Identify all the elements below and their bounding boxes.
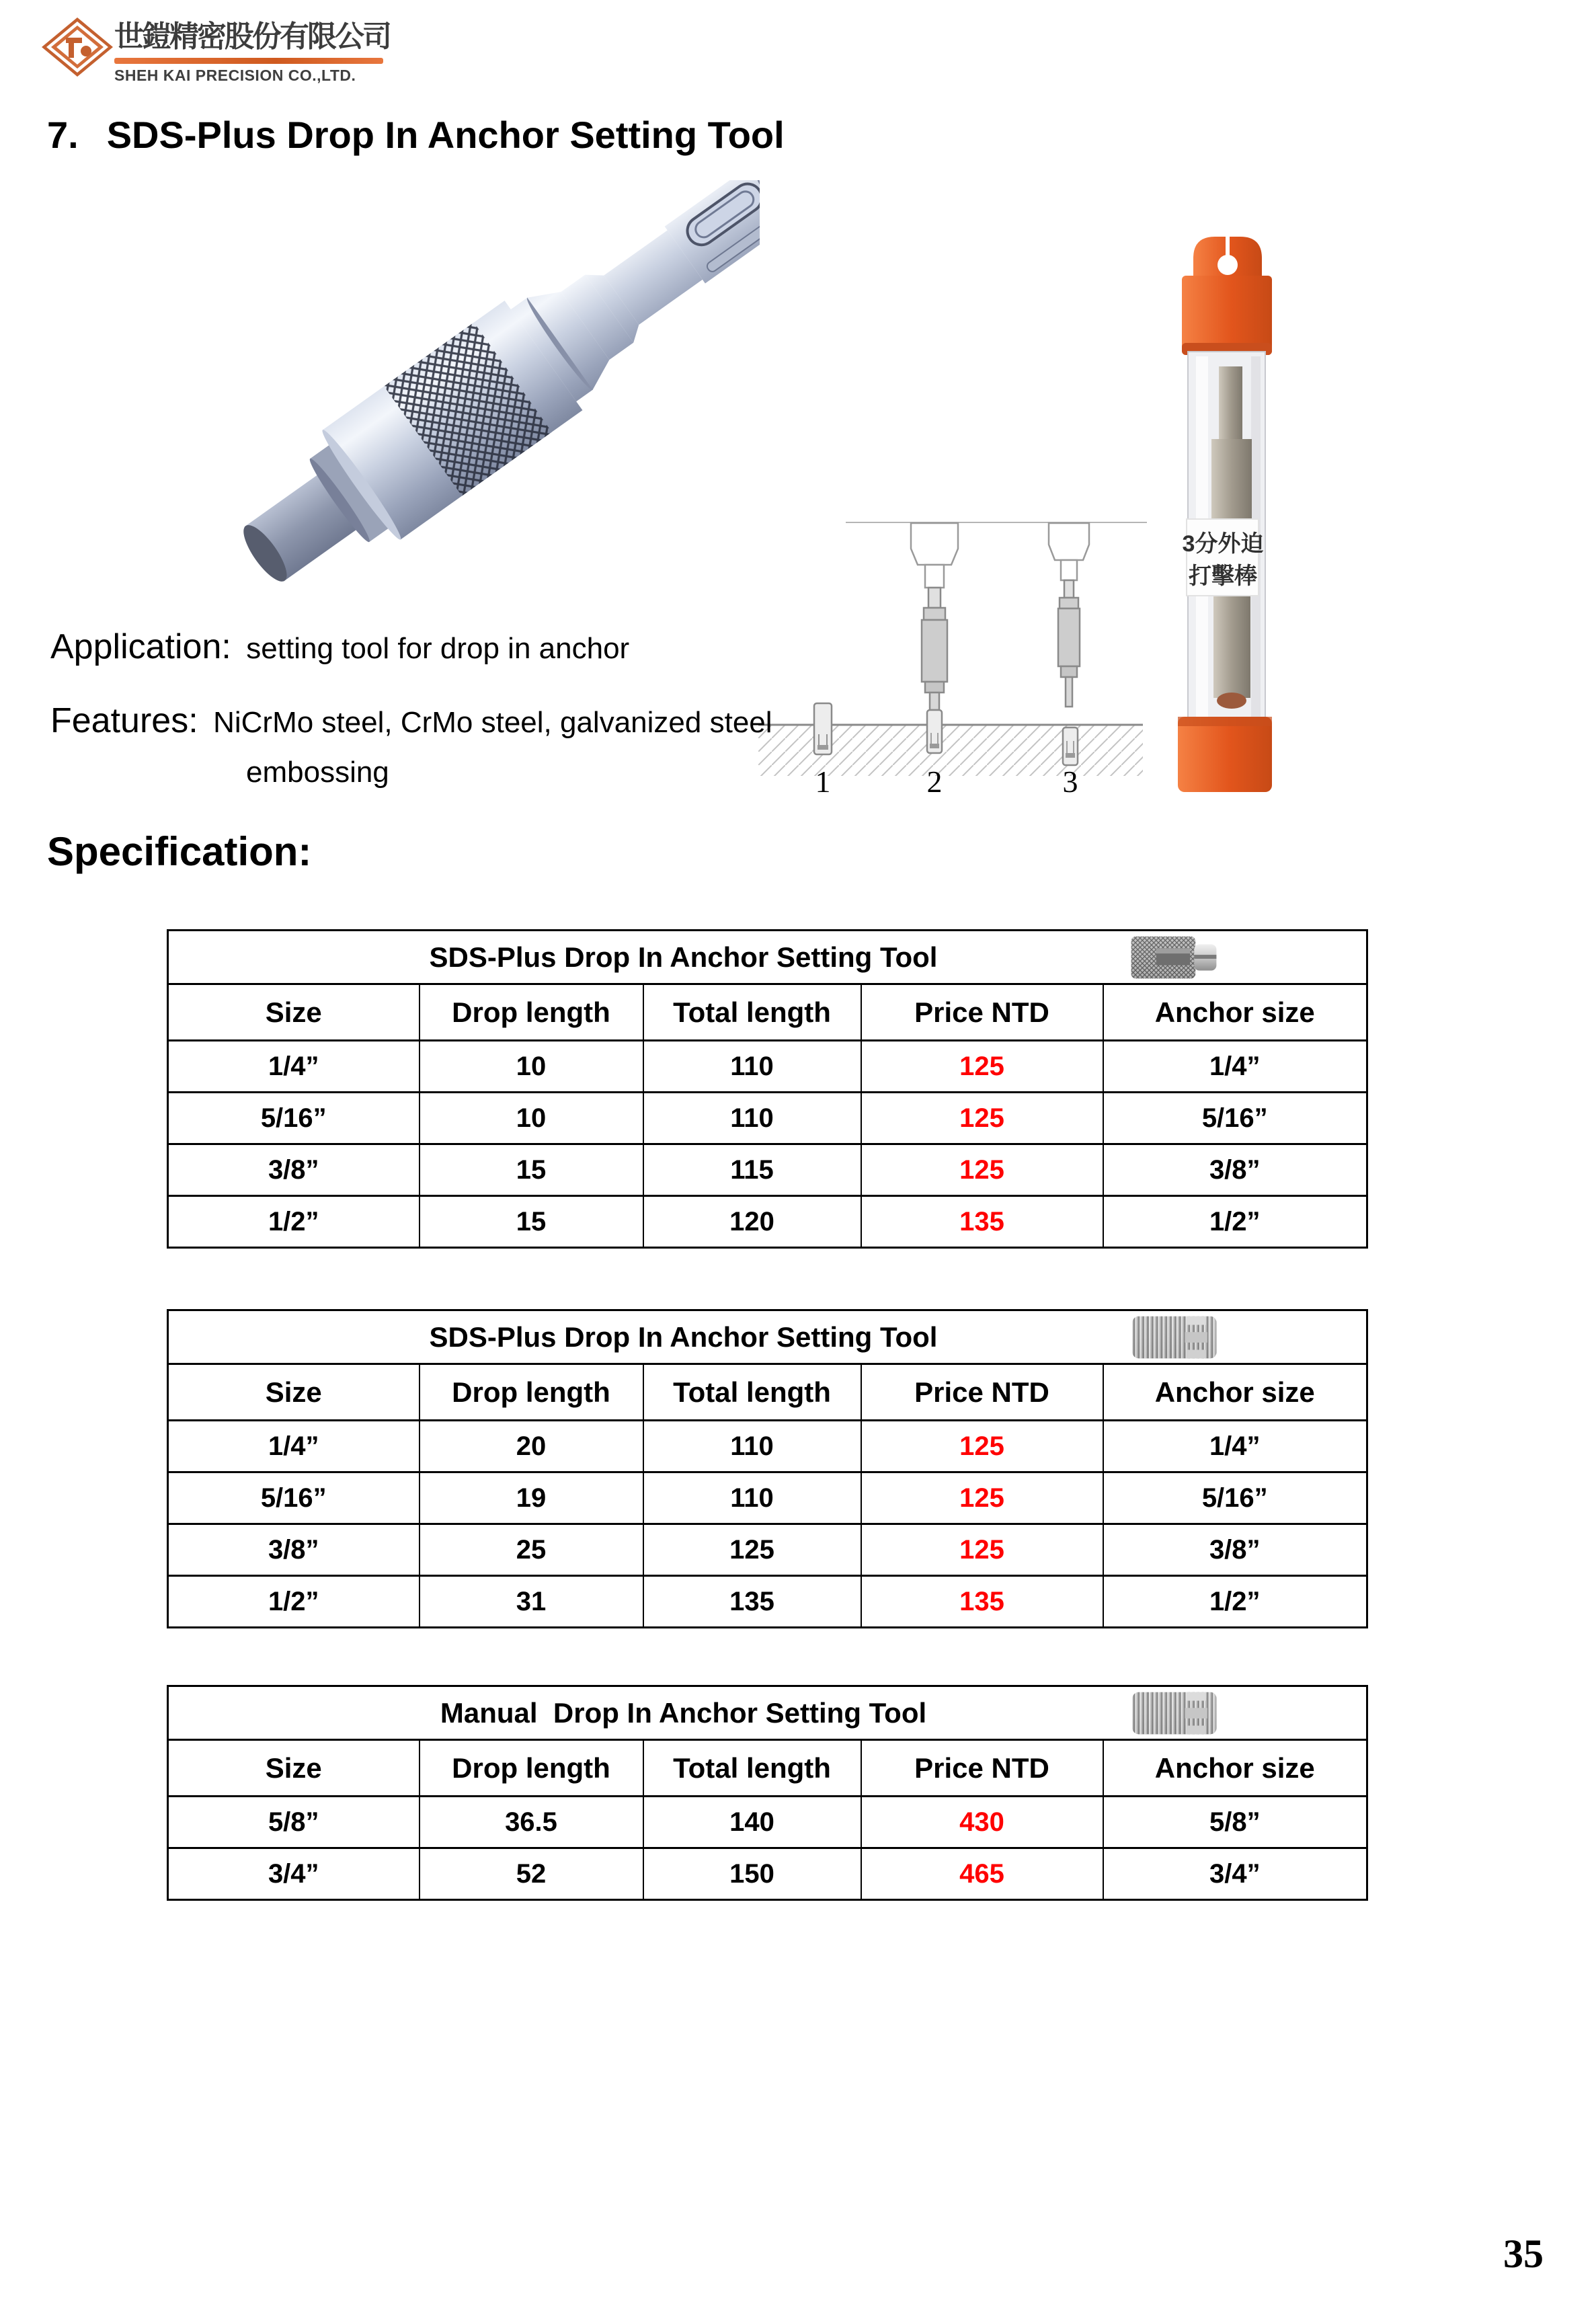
package-tube-image	[1166, 222, 1419, 807]
application-line	[50, 627, 629, 667]
cell: 150	[643, 1848, 861, 1900]
cell: 1/2”	[168, 1576, 420, 1628]
cell-price: 430	[861, 1797, 1103, 1848]
cell: 3/8”	[1103, 1144, 1367, 1196]
cell: 3/8”	[168, 1524, 420, 1576]
installation-diagram	[745, 456, 1155, 802]
tool-in-tube	[1219, 366, 1242, 439]
cell: 3/4”	[168, 1848, 420, 1900]
cell: 110	[643, 1472, 861, 1524]
cell: 3/8”	[1103, 1524, 1367, 1576]
cell: 20	[420, 1421, 643, 1472]
cell: 15	[420, 1144, 643, 1196]
cell: 120	[643, 1196, 861, 1248]
col-drop-length: Drop length	[420, 1740, 643, 1797]
table-row	[168, 1196, 1367, 1248]
cell: 5/8”	[168, 1797, 420, 1848]
diagram-step2-tool	[911, 523, 958, 753]
company-logo	[40, 9, 497, 90]
company-name-en: SHEH KAI PRECISION CO.,LTD.	[114, 67, 356, 84]
col-size: Size	[168, 1364, 420, 1421]
company-name-zh: 世鎧精密股份有限公司	[114, 20, 390, 53]
spec-table-sds-plus-1	[167, 929, 1366, 1249]
table1-header-row	[168, 984, 1367, 1041]
logo-underline	[114, 58, 383, 64]
table-row	[168, 1144, 1367, 1196]
application-label: Application:	[50, 627, 231, 666]
cell: 140	[643, 1797, 861, 1848]
col-size: Size	[168, 984, 420, 1041]
cell: 1/4”	[168, 1421, 420, 1472]
table-row	[168, 1576, 1367, 1628]
section-number: 7.	[47, 114, 79, 156]
threaded-anchor-icon	[1127, 1687, 1222, 1739]
col-total-length: Total length	[643, 1740, 861, 1797]
col-size: Size	[168, 1740, 420, 1797]
col-anchor-size: Anchor size	[1103, 1364, 1367, 1421]
cell-price: 125	[861, 1041, 1103, 1093]
cell: 1/2”	[1103, 1196, 1367, 1248]
table3-title: Manual Drop In Anchor Setting Tool	[440, 1696, 927, 1729]
col-drop-length: Drop length	[420, 984, 643, 1041]
section-heading	[47, 113, 785, 157]
cell: 36.5	[420, 1797, 643, 1848]
col-anchor-size: Anchor size	[1103, 984, 1367, 1041]
cell-price: 125	[861, 1472, 1103, 1524]
col-drop-length: Drop length	[420, 1364, 643, 1421]
cell-price: 125	[861, 1421, 1103, 1472]
cell: 1/4”	[168, 1041, 420, 1093]
cell: 5/16”	[168, 1093, 420, 1144]
cell-price: 465	[861, 1848, 1103, 1900]
cell-price: 135	[861, 1196, 1103, 1248]
table-row	[168, 1524, 1367, 1576]
cell: 5/16”	[1103, 1472, 1367, 1524]
cell: 25	[420, 1524, 643, 1576]
table3-title-cell	[168, 1686, 1367, 1740]
cell: 115	[643, 1144, 861, 1196]
features-line	[50, 701, 772, 741]
product-image	[155, 180, 760, 611]
col-price-ntd: Price NTD	[861, 1364, 1103, 1421]
table1-title-cell	[168, 931, 1367, 984]
cell: 110	[643, 1093, 861, 1144]
tube-bottom-cap	[1178, 717, 1272, 792]
table2-header-row	[168, 1364, 1367, 1421]
cell: 3/4”	[1103, 1848, 1367, 1900]
cell: 125	[643, 1524, 861, 1576]
cell: 135	[643, 1576, 861, 1628]
cell: 15	[420, 1196, 643, 1248]
cell: 3/8”	[168, 1144, 420, 1196]
col-total-length: Total length	[643, 984, 861, 1041]
cell: 1/4”	[1103, 1041, 1367, 1093]
cell: 52	[420, 1848, 643, 1900]
cell-price: 125	[861, 1093, 1103, 1144]
step-label-2: 2	[926, 764, 943, 799]
spec-table-manual	[167, 1685, 1366, 1901]
cell: 31	[420, 1576, 643, 1628]
table2-title: SDS-Plus Drop In Anchor Setting Tool	[429, 1321, 938, 1353]
table1-title: SDS-Plus Drop In Anchor Setting Tool	[429, 941, 938, 973]
cell: 110	[643, 1421, 861, 1472]
table-row	[168, 1421, 1367, 1472]
page-number: 35	[1503, 2232, 1544, 2276]
step-label-3: 3	[1062, 764, 1078, 799]
col-total-length: Total length	[643, 1364, 861, 1421]
cell: 10	[420, 1093, 643, 1144]
diagram-step1-anchor	[814, 703, 832, 754]
col-price-ntd: Price NTD	[861, 1740, 1103, 1797]
cell: 10	[420, 1041, 643, 1093]
logo-diamond-icon	[40, 16, 114, 78]
features-text-line1: NiCrMo steel, CrMo steel, galvanized steel	[213, 706, 772, 739]
cell: 5/16”	[168, 1472, 420, 1524]
cell: 1/2”	[1103, 1576, 1367, 1628]
col-price-ntd: Price NTD	[861, 984, 1103, 1041]
features-label: Features:	[50, 701, 198, 740]
section-title: SDS-Plus Drop In Anchor Setting Tool	[106, 114, 785, 156]
cell: 19	[420, 1472, 643, 1524]
drop-in-anchor-icon	[1127, 931, 1222, 984]
spec-table-sds-plus-2	[167, 1309, 1366, 1628]
table-row	[168, 1472, 1367, 1524]
table-row	[168, 1041, 1367, 1093]
cell: 1/2”	[168, 1196, 420, 1248]
table-row	[168, 1848, 1367, 1900]
tube-label-line2: 打擊棒	[1189, 563, 1257, 589]
cell-price: 125	[861, 1524, 1103, 1576]
tube-label-line1: 3分外迫	[1182, 531, 1264, 557]
threaded-anchor-icon	[1127, 1311, 1222, 1364]
specification-heading: Specification:	[47, 829, 312, 874]
cell: 5/16”	[1103, 1093, 1367, 1144]
features-text-line2: embossing	[246, 756, 389, 789]
cell-price: 125	[861, 1144, 1103, 1196]
table-row	[168, 1093, 1367, 1144]
step-label-1: 1	[815, 764, 831, 799]
table3-header-row	[168, 1740, 1367, 1797]
table-row	[168, 1797, 1367, 1848]
cell-price: 135	[861, 1576, 1103, 1628]
cell: 110	[643, 1041, 861, 1093]
col-anchor-size: Anchor size	[1103, 1740, 1367, 1797]
cell: 1/4”	[1103, 1421, 1367, 1472]
application-text: setting tool for drop in anchor	[246, 632, 630, 665]
table2-title-cell	[168, 1310, 1367, 1364]
cell: 5/8”	[1103, 1797, 1367, 1848]
